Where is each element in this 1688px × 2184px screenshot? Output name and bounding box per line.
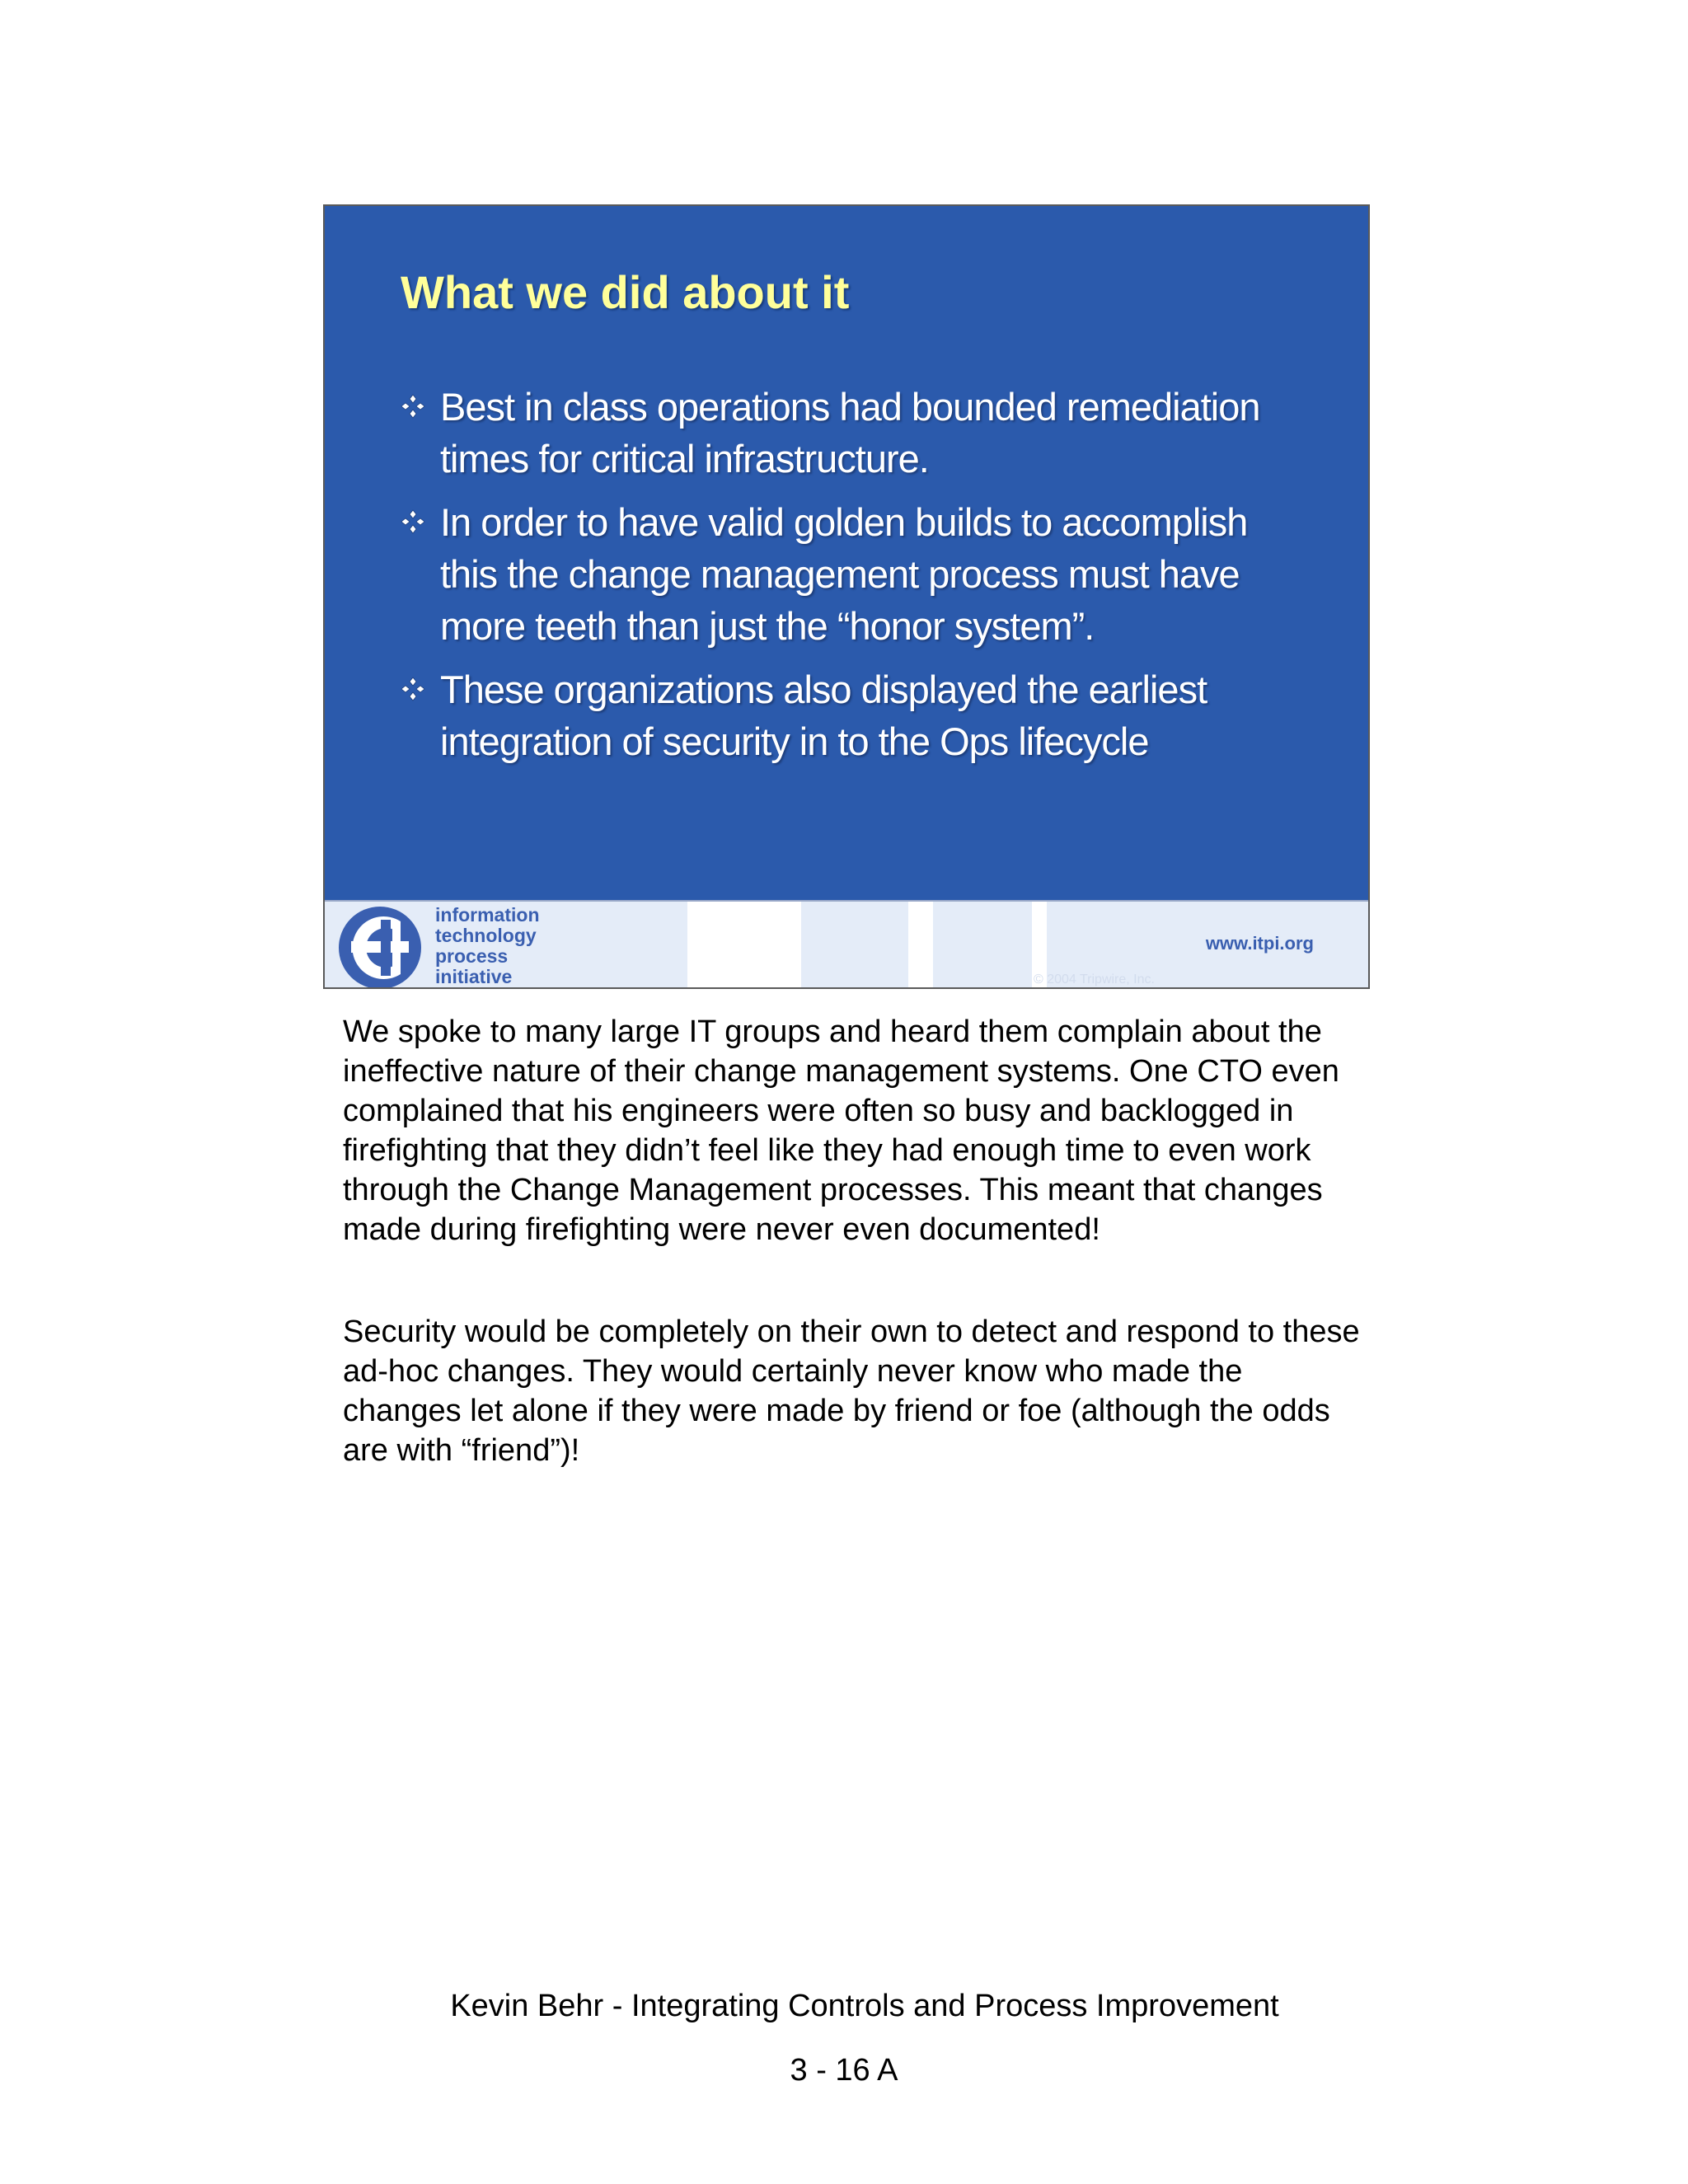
slide-bullet-text: These organizations also displayed the earliest integration of security in to the Ops lifecycle (440, 668, 1207, 763)
slide-bullet (401, 663, 1291, 767)
slide-bullet (401, 496, 1291, 652)
itpi-wordmark (435, 905, 540, 987)
slide-bullet-text: In order to have valid golden builds to accomplish this the change management process must have more teeth than just the “honor system”. (440, 500, 1248, 648)
notes-paragraph: Security would be completely on their own to detect and respond to these ad-hoc changes. They would certainly never know who made the changes let alone if they were made by friend or foe (although the odds are with “friend”)! (343, 1315, 1360, 1468)
slide-title: What we did about it (401, 266, 850, 318)
itpi-logo-icon (335, 905, 425, 989)
wordmark-line: process (435, 945, 509, 967)
slide-bullet-text: Best in class operations had bounded remediation times for critical infrastructure. (440, 385, 1260, 480)
slide-bullet (401, 381, 1291, 485)
footer-band (933, 902, 1032, 989)
slide-bullet-list (401, 381, 1291, 779)
four-diamond-bullet-icon (401, 394, 425, 419)
slide (323, 204, 1370, 989)
wordmark-line: information (435, 904, 540, 926)
notes-paragraph: We spoke to many large IT groups and heard them complain about the ineffective nature of their change management systems. One CTO even complained that his engineers were often so busy and backlogged in firefighting that they didn’t feel like they had enough time to even work through the Change Management processes. This meant that changes made during firefighting were never even documented! (343, 1015, 1339, 1247)
four-diamond-bullet-icon (401, 677, 425, 701)
footer-band (801, 902, 908, 989)
site-url: www.itpi.org (1205, 933, 1314, 954)
speaker-notes (343, 1012, 1365, 1533)
page-number: 3 - 16 A (790, 2053, 898, 2088)
slide-footer (325, 900, 1368, 989)
copyright-text: © 2004 Tripwire, Inc. (1034, 972, 1155, 987)
document-footer-title: Kevin Behr - Integrating Controls and Process Improvement (450, 1989, 1279, 2023)
wordmark-line: initiative (435, 966, 513, 987)
four-diamond-bullet-icon (401, 509, 425, 534)
wordmark-line: technology (435, 925, 537, 946)
